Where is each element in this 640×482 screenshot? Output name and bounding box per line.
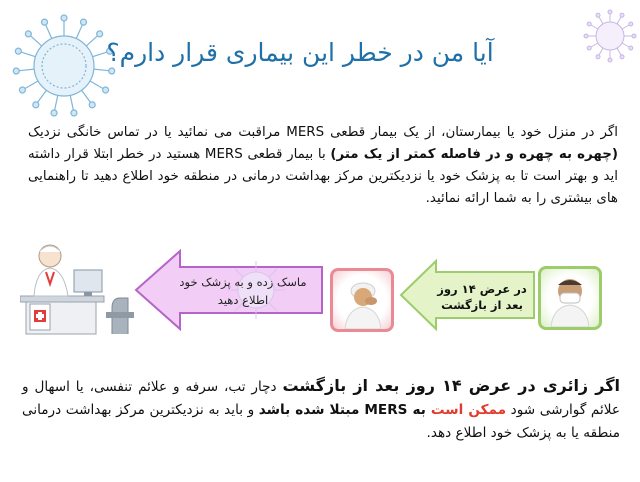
risk-paragraph-part2: با بیمار قطعی MERS هستید در خطر ابتلا قرار داشته اید و بهتر است تا به پزشک خود یا نزدیکترین مرکز بهداشت درمانی در منطقه خود اطلاع دهید تا راهنمایی های بیشتری را به شما ارائه نمائید. — [28, 147, 618, 206]
mask-and-inform-text: ماسک زده و به پزشک خود اطلاع دهید — [179, 275, 307, 307]
pilgrim-paragraph-red: ممکن است — [430, 402, 507, 418]
risk-paragraph — [28, 122, 618, 210]
virus-icon-right — [582, 8, 638, 64]
masked-man-photo — [538, 266, 602, 330]
pilgrim-paragraph-part1: دچار تب، سرفه و علائم تنفسی، یا اسهال و علائم گوارشی شود — [22, 379, 620, 418]
doctor-desk-illustration — [20, 238, 138, 338]
pilgrim-paragraph-bold2: به MERS مبتلا شده باشد — [258, 402, 431, 418]
risk-paragraph-part1: اگر در منزل خود یا بیمارستان، از یک بیمار قطعی MERS مراقبت می نمائید یا در تماس خانگی نزدیک — [28, 125, 618, 140]
within-14-days-text: در عرض ۱۴ روز بعد از بازگشت — [437, 282, 527, 312]
page-title: آیا من در خطر این بیماری قرار دارم؟ — [106, 38, 494, 67]
coughing-man-icon — [333, 271, 391, 329]
pilgrim-paragraph-bold1: اگر زائری در عرض ۱۴ روز بعد از بازگشت — [282, 376, 621, 395]
risk-paragraph-bold: (چهره به چهره و در فاصله کمتر از یک متر) — [330, 147, 618, 162]
coughing-man-photo — [330, 268, 394, 332]
pilgrim-paragraph — [22, 374, 620, 445]
pilgrim-paragraph-part2: و باید به نزدیکترین مرکز بهداشت درمانی منطقه یا به پزشک خود اطلاع دهد. — [22, 402, 620, 441]
masked-man-icon — [541, 269, 599, 327]
